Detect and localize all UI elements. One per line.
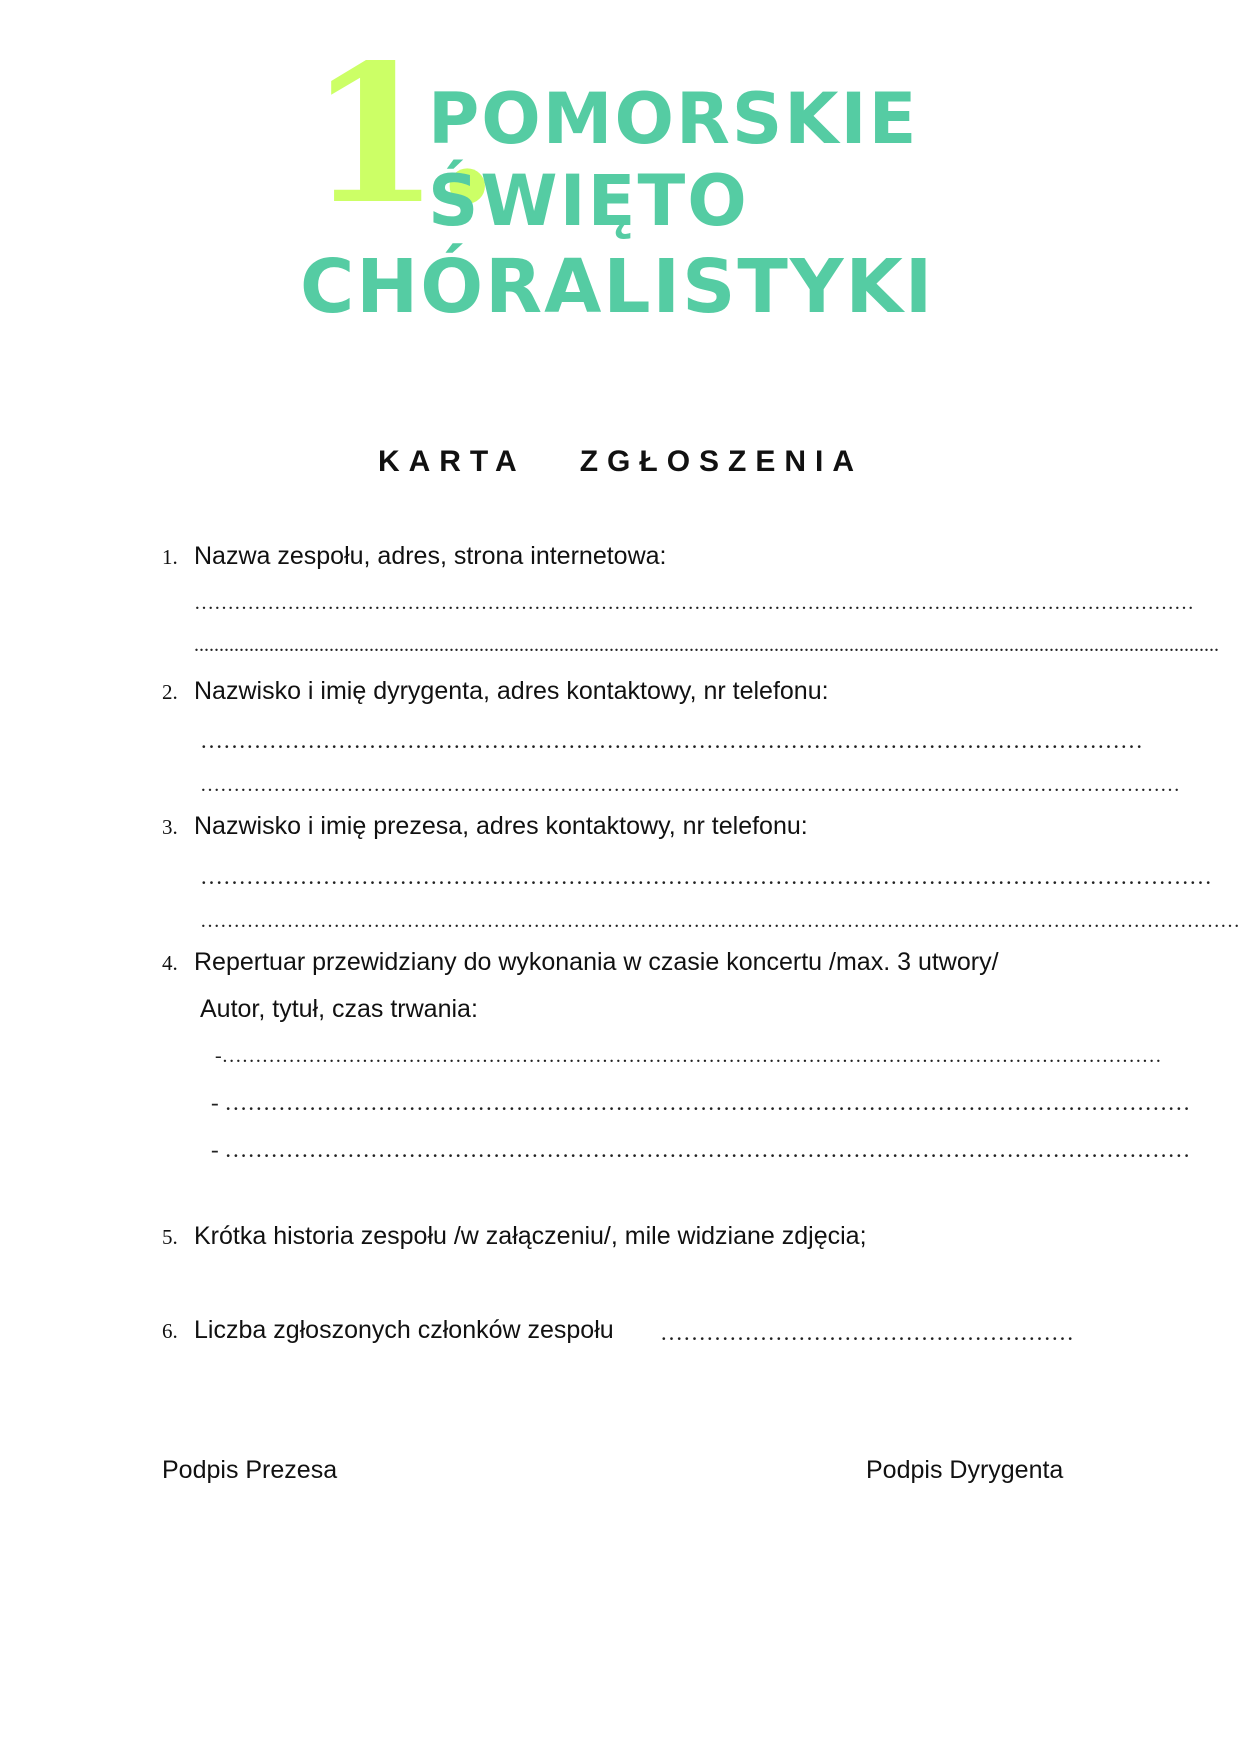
repertoire-subheading: Autor, tytuł, czas trwania: <box>200 995 478 1023</box>
item-3 <box>162 812 808 841</box>
item-1 <box>162 542 666 571</box>
item-text: Nazwa zespołu, adres, strona internetowa: <box>194 542 667 570</box>
logo-line-2: ŚWIĘTO <box>428 160 749 242</box>
logo-line-1: POMORSKIE <box>428 78 919 160</box>
fill-line[interactable]: ............................................................................................................................................................................................................. <box>194 634 1219 656</box>
dash: - <box>211 1090 219 1115</box>
item-text: Nazwisko i imię dyrygenta, adres kontaktowy, nr telefonu: <box>194 677 829 705</box>
fill-line[interactable]: ………………………………………………………………………………………………………………………………………… <box>200 910 1240 932</box>
festival-logo <box>300 23 940 350</box>
dash: - <box>211 1137 219 1162</box>
logo-number: 1. <box>308 23 495 246</box>
item-5 <box>162 1222 867 1251</box>
fill-line[interactable]: …………………………………………………………………………………………………………………… <box>200 864 1212 889</box>
signature-conductor: Podpis Dyrygenta <box>866 1456 1064 1484</box>
item-number: 6. <box>162 1319 178 1343</box>
form-title <box>0 445 1241 479</box>
item-2 <box>162 677 829 706</box>
item-number: 4. <box>162 951 178 975</box>
repertoire-line-1[interactable]: -…………………………………………………………………………………………………………………………… <box>215 1045 1162 1067</box>
item-text: Repertuar przewidziany do wykonania w czasie koncertu /max. 3 utwory/ <box>194 948 999 976</box>
title-word-2: ZGŁOSZENIA <box>579 445 864 478</box>
title-word-1: KARTA <box>377 445 526 478</box>
dash: - <box>215 1045 222 1067</box>
fill-line[interactable]: …………………………………………………………………………………………………………………………………… <box>194 592 1194 614</box>
repertoire-line-3[interactable]: - ……………………………………………………………………………………………………………… <box>211 1137 1191 1162</box>
item-number: 1. <box>162 545 178 569</box>
item-number: 5. <box>162 1225 178 1249</box>
item-text: Krótka historia zespołu /w załączeniu/, mile widziane zdjęcia; <box>194 1222 867 1250</box>
item-text: Nazwisko i imię prezesa, adres kontaktowy, nr telefonu: <box>194 812 808 840</box>
fill-line[interactable]: …………………………………………………………………………………………………………… <box>200 728 1143 753</box>
item-number: 2. <box>162 680 178 704</box>
item-6 <box>162 1316 614 1345</box>
item-4 <box>162 948 999 977</box>
fill-line[interactable]: ………………………………………………………………………………………………………………………………… <box>200 774 1180 796</box>
members-count-line[interactable]: ……………………………………………… <box>660 1320 1074 1345</box>
item-number: 3. <box>162 815 178 839</box>
logo-line-3: CHÓRALISTYKI <box>300 244 935 330</box>
repertoire-line-2[interactable]: - ……………………………………………………………………………………………………………… <box>211 1090 1191 1115</box>
signature-president: Podpis Prezesa <box>162 1456 338 1484</box>
item-text: Liczba zgłoszonych członków zespołu <box>194 1316 614 1344</box>
